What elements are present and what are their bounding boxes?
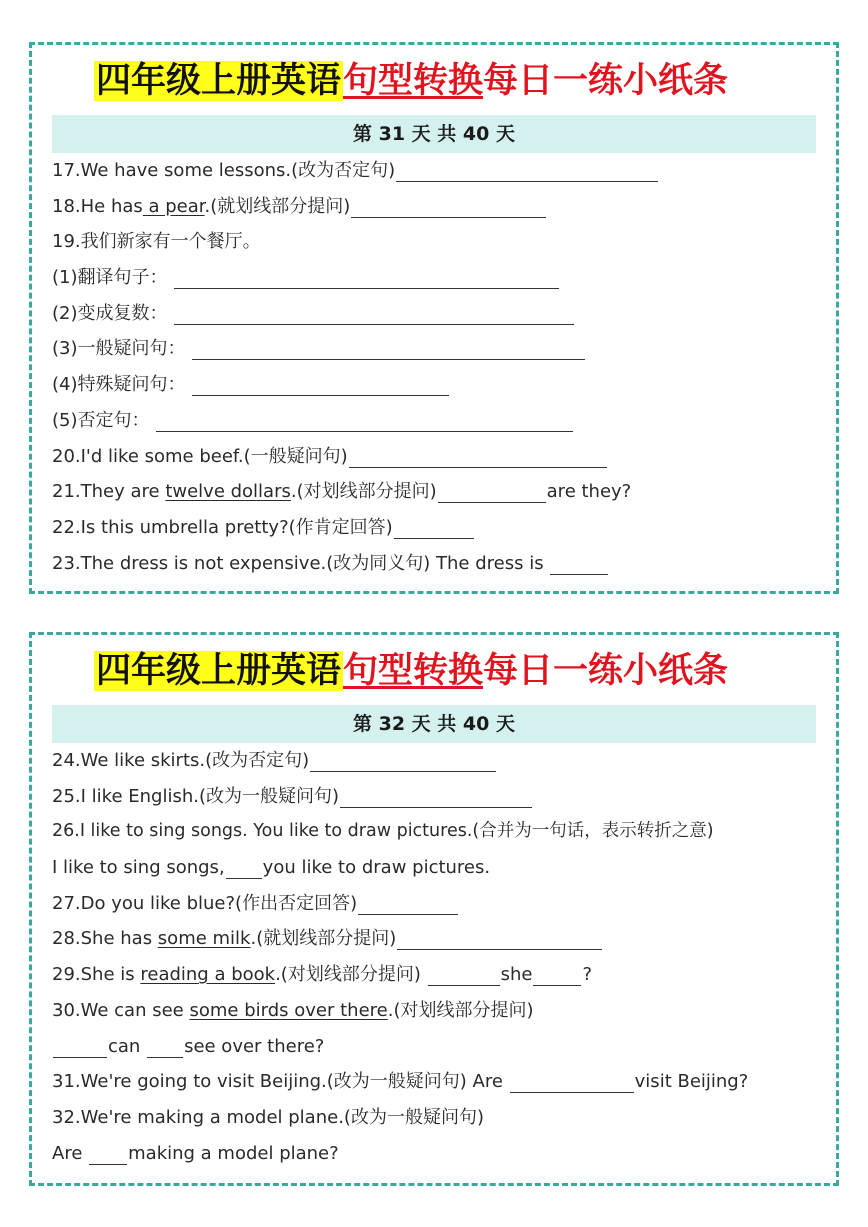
exercise-32: 32.We're making a model plane.(改为一般疑问句)	[52, 1106, 484, 1128]
exercise-30-answer: can see over there?	[52, 1029, 822, 1065]
title-sentence-transform: 句型转换	[343, 651, 484, 691]
title-grade-english: 四年级上册英语	[96, 61, 342, 101]
answer-blank[interactable]	[550, 552, 608, 575]
answer-blank[interactable]	[533, 963, 581, 986]
exercise-19-2: (2)变成复数：	[52, 296, 822, 332]
sheet-title	[94, 55, 728, 107]
exercise-22: 22.Is this umbrella pretty?(作肯定回答)	[52, 510, 822, 546]
exercise-19-5: (5)否定句：	[52, 403, 822, 439]
underlined-phrase: some milk	[157, 928, 251, 950]
answer-blank[interactable]	[394, 516, 474, 539]
exercise-19-1: (1)翻译句子：	[52, 260, 822, 296]
exercise-19-4: (4)特殊疑问句：	[52, 367, 822, 403]
exercise-17: 17.We have some lessons.(改为否定句)	[52, 153, 822, 189]
title-daily-practice: 每日一练小纸条	[483, 651, 729, 691]
exercise-list	[52, 153, 822, 581]
exercise-32-answer: Are making a model plane?	[52, 1142, 339, 1164]
answer-blank[interactable]	[226, 856, 262, 879]
worksheet-card-day-31	[29, 42, 839, 594]
answer-blank[interactable]	[510, 1070, 634, 1093]
answer-blank[interactable]	[358, 892, 458, 915]
answer-blank[interactable]	[192, 337, 585, 360]
exercise-25: 25.I like English.(改为一般疑问句)	[52, 779, 822, 815]
answer-blank[interactable]	[349, 445, 607, 468]
answer-blank[interactable]	[174, 302, 574, 325]
exercise-23: 23.The dress is not expensive.(改为同义句) The dress is	[52, 546, 822, 582]
answer-blank[interactable]	[396, 159, 658, 182]
exercise-26-answer: I like to sing songs, you like to draw pictures.	[52, 857, 491, 879]
answer-blank[interactable]	[192, 373, 449, 396]
answer-blank[interactable]	[310, 749, 496, 772]
day-counter: 第 32 天 共 40 天	[52, 705, 816, 743]
title-grade-english: 四年级上册英语	[96, 651, 342, 691]
worksheet-card-day-32	[29, 632, 839, 1186]
answer-blank[interactable]	[53, 1035, 107, 1058]
sheet-title	[94, 645, 728, 697]
answer-blank[interactable]	[438, 480, 546, 503]
answer-blank[interactable]	[351, 195, 546, 218]
answer-blank[interactable]	[156, 409, 573, 432]
exercise-28: 28.She has some milk.(就划线部分提问)	[52, 921, 822, 957]
underlined-phrase: a pear	[142, 195, 205, 217]
exercise-27: 27.Do you like blue?(作出否定回答)	[52, 886, 822, 922]
exercise-list	[52, 743, 822, 1171]
underlined-phrase: twelve dollars	[165, 481, 291, 503]
exercise-21: 21.They are twelve dollars.(对划线部分提问) are they?	[52, 481, 632, 503]
exercise-20: 20.I'd like some beef.(一般疑问句)	[52, 439, 822, 475]
exercise-24: 24.We like skirts.(改为否定句)	[52, 743, 822, 779]
exercise-30: 30.We can see some birds over there.(对划线部分提问)	[52, 999, 534, 1021]
answer-blank[interactable]	[174, 266, 559, 289]
underlined-phrase: some birds over there	[189, 999, 388, 1021]
exercise-29: 29.She is reading a book.(对划线部分提问) she ?	[52, 964, 593, 986]
answer-blank[interactable]	[340, 785, 532, 808]
answer-blank[interactable]	[428, 963, 500, 986]
answer-blank[interactable]	[147, 1035, 183, 1058]
exercise-18: 18.He has a pear.(就划线部分提问)	[52, 189, 822, 225]
day-counter: 第 31 天 共 40 天	[52, 115, 816, 153]
title-daily-practice: 每日一练小纸条	[483, 61, 729, 101]
answer-blank[interactable]	[397, 927, 602, 950]
title-sentence-transform: 句型转换	[343, 61, 484, 101]
exercise-31: 31.We're going to visit Beijing.(改为一般疑问句) Are visit Beijing?	[52, 1071, 749, 1093]
exercise-19-3: (3)一般疑问句：	[52, 331, 822, 367]
exercise-19: 19.我们新家有一个餐厅。	[52, 231, 261, 253]
exercise-26: 26.I like to sing songs. You like to draw pictures.(合并为一句话，表示转折之意)	[52, 821, 714, 842]
underlined-phrase: reading a book	[140, 964, 276, 986]
answer-blank[interactable]	[89, 1142, 127, 1165]
